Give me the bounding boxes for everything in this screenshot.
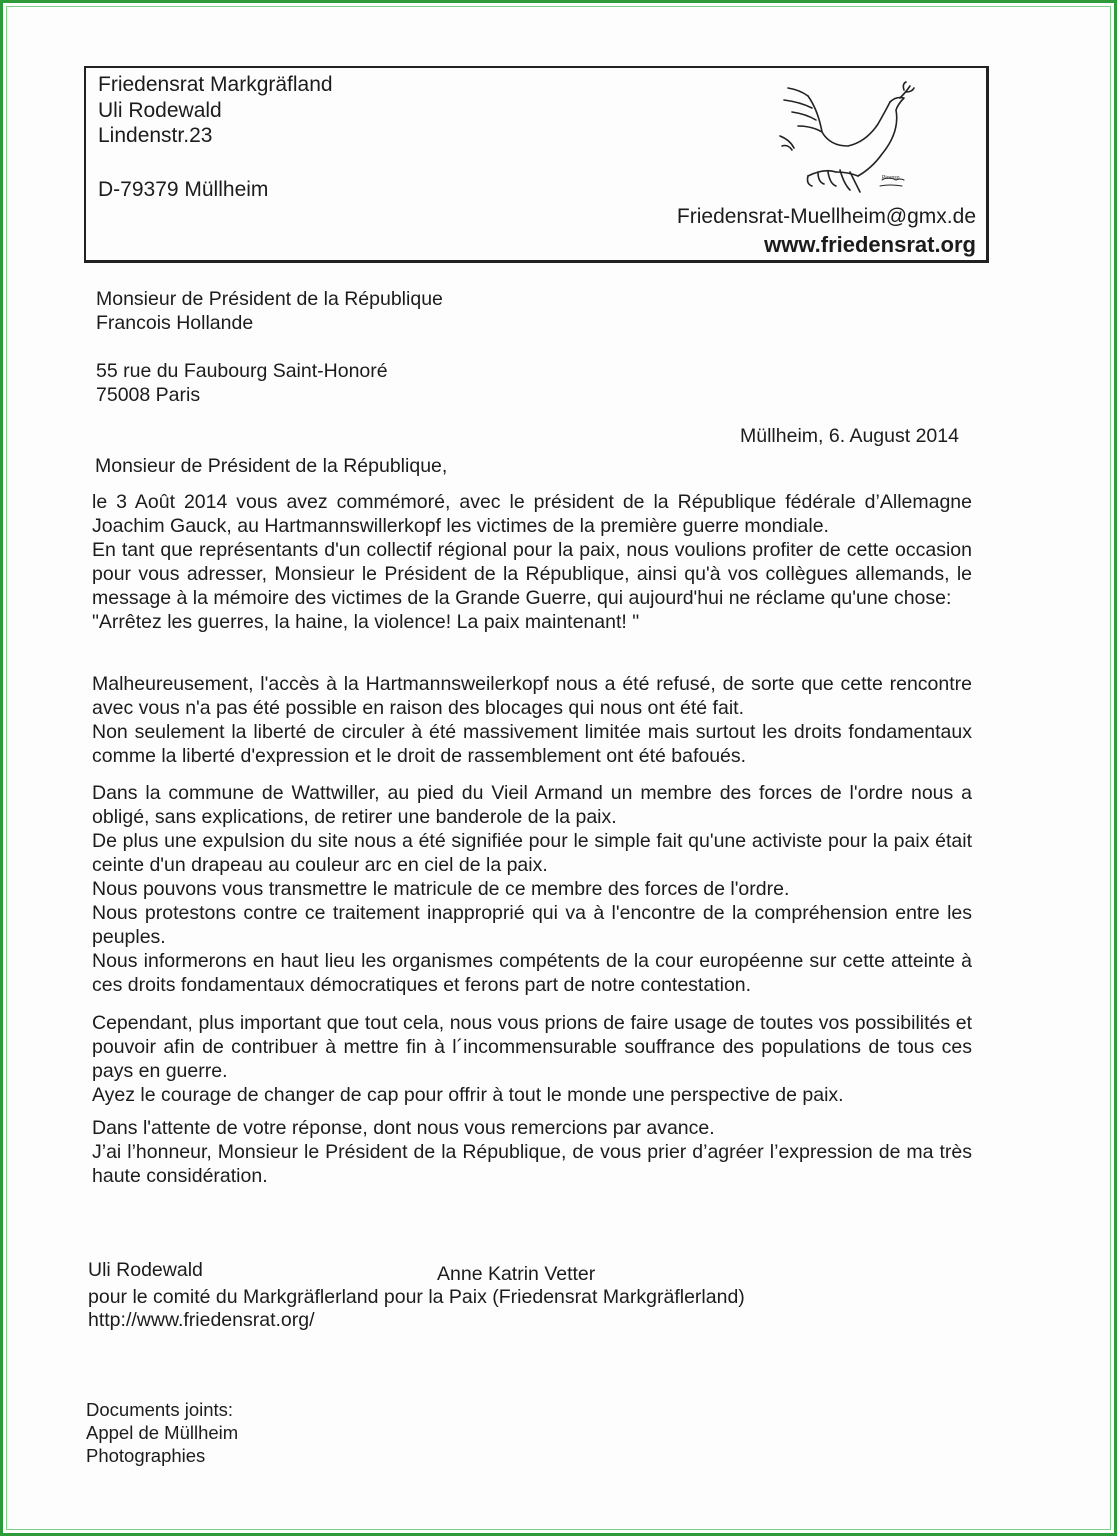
dove-icon xyxy=(778,80,918,200)
recipient-street: 55 rue du Faubourg Saint-Honoré xyxy=(96,360,388,382)
sender-city: D-79379 Müllheim xyxy=(98,177,269,201)
sender-org: Friedensrat Markgräfland xyxy=(98,73,333,96)
paragraph-refusal xyxy=(92,672,972,768)
paragraph-closing xyxy=(92,1116,972,1188)
body-line: Cependant, plus important que tout cela, nous vous prions de faire usage de toutes vos possibilités et pouvoir afin de contribuer à mettre fin à l´incommensurable souffrance des populations de tous ces pays en guerre. xyxy=(92,1012,972,1082)
recipient-city: 75008 Paris xyxy=(96,384,201,406)
committee-line: pour le comité du Markgräflerland pour la Paix (Friedensrat Markgräflerland) xyxy=(88,1286,745,1308)
salutation: Monsieur de Président de la République, xyxy=(95,455,448,477)
committee-url[interactable]: http://www.friedensrat.org/ xyxy=(88,1309,315,1331)
body-line: Nous informerons en haut lieu les organismes compétents de la cour européenne sur cette atteinte à ces droits fondamentaux démocratiques et ferons part de notre contestation. xyxy=(92,950,972,996)
body-line: Nous pouvons vous transmettre le matricule de ce membre des forces de l'ordre. xyxy=(92,878,790,900)
body-line: Nous protestons contre ce traitement inapproprié qui va à l'encontre de la compréhension entre les peuples. xyxy=(92,902,972,948)
attachments-heading: Documents joints: xyxy=(86,1399,234,1420)
sender-name: Uli Rodewald xyxy=(98,98,222,122)
attachment-item: Photographies xyxy=(86,1445,206,1466)
body-line: Ayez le courage de changer de cap pour offrir à tout le monde une perspective de paix. xyxy=(92,1084,844,1106)
sender-address xyxy=(98,72,333,202)
paragraph-commemoration xyxy=(92,490,972,634)
body-line: En tant que représentants d'un collectif régional pour la paix, nous voulions profiter de cette occasion pour vous adresser, Monsieur le Président de la République, ainsi qu'à vos collègues allemands, le message à la mémoire des victimes de la Grande Guerre, qui aujourd'hui ne réclame qu'une chose: xyxy=(92,539,972,609)
website-link: www.friedensrat.org xyxy=(764,232,976,257)
body-line: Dans la commune de Wattwiller, au pied du Vieil Armand un membre des forces de l'ordre nous a obligé, sans explications, de retirer une banderole de la paix. xyxy=(92,782,972,828)
attachment-item: Appel de Müllheim xyxy=(86,1422,239,1443)
body-line: J’ai l’honneur, Monsieur le Président de la République, de vous prier d’agréer l’expression de ma très haute considération. xyxy=(92,1141,972,1187)
body-line: le 3 Août 2014 vous avez commémoré, avec le président de la République fédérale d’Allemagne Joachim Gauck, au Hartmannswillerkopf les victimes de la première guerre mondiale. xyxy=(92,491,972,537)
recipient-title: Monsieur de Président de la République xyxy=(96,288,443,310)
body-line: De plus une expulsion du site nous a été signifiée pour le simple fait qu'une activiste pour la paix était ceinte d'un drapeau au couleur arc en ciel de la paix. xyxy=(92,830,972,876)
body-line: Malheureusement, l'accès à la Hartmannsweilerkopf nous a été refusé, de sorte que cette rencontre avec vous n'a pas été possible en raison des blocages qui nous ont été fait. xyxy=(92,673,972,719)
svg-text:Picasso: Picasso xyxy=(882,175,900,181)
letterhead xyxy=(84,66,989,263)
body-line: Non seulement la liberté de circuler à été massivement limitée mais surtout les droits fondamentaux comme la liberté d'expression et le droit de rassemblement ont été bafoués. xyxy=(92,721,972,767)
paragraph-wattwiller xyxy=(92,781,972,997)
date-line: Müllheim, 6. August 2014 xyxy=(740,425,959,447)
sender-street: Lindenstr.23 xyxy=(98,124,213,147)
signer-1: Uli Rodewald xyxy=(88,1259,203,1281)
signer-2: Anne Katrin Vetter xyxy=(437,1263,596,1285)
body-line: Dans l'attente de votre réponse, dont nous vous remercions par avance. xyxy=(92,1117,715,1139)
email-address: Friedensrat-Muellheim@gmx.de xyxy=(676,205,976,228)
paragraph-appeal xyxy=(92,1011,972,1107)
recipient-name: Francois Hollande xyxy=(96,312,254,334)
body-quote: "Arrêtez les guerres, la haine, la violence! La paix maintenant! " xyxy=(92,611,640,633)
